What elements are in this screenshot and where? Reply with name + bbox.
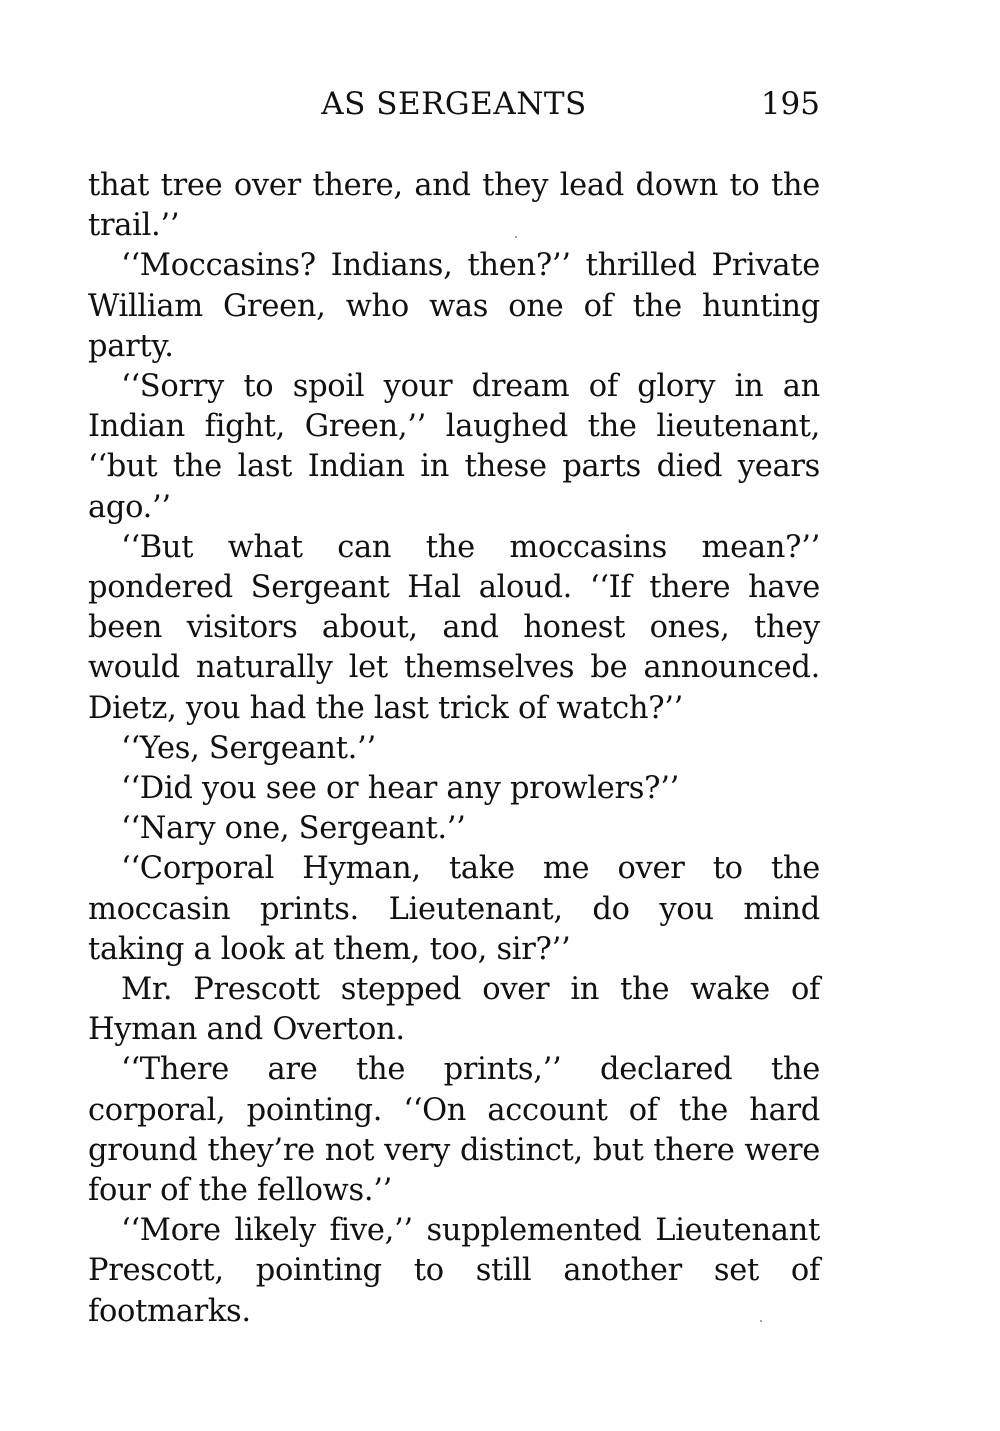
running-head-title: AS SERGEANTS bbox=[321, 86, 587, 122]
paragraph: ‘‘Sorry to spoil your dream of glory in an Indian fight, Green,’’ laughed the lieutenant, ‘‘but the last Indian in these parts died years ago.’’ bbox=[88, 369, 820, 525]
paragraph: ‘‘Moccasins? Indians, then?’’ thrilled Private William Green, who was one of the hunting party. bbox=[88, 248, 820, 364]
paragraph: Mr. Prescott stepped over in the wake of Hyman and Overton. bbox=[88, 972, 820, 1048]
paragraph: ‘‘But what can the moccasins mean?’’ pondered Sergeant Hal aloud. ‘‘If there have been visitors about, and honest ones, they would naturally let themselves be announced. Dietz, you had the last trick of watch?’’ bbox=[88, 529, 820, 726]
paragraph: ‘‘Did you see or hear any prowlers?’’ bbox=[121, 771, 679, 807]
paragraph: that tree over there, and they lead down to the trail.’’ bbox=[88, 168, 820, 244]
paragraph: ‘‘More likely five,’’ supplemented Lieutenant Prescott, pointing to still another set of footmarks. bbox=[88, 1213, 820, 1329]
scan-speck bbox=[515, 236, 517, 238]
paragraph: ‘‘Corporal Hyman, take me over to the moccasin prints. Lieutenant, do you mind taking a look at them, too, sir?’’ bbox=[88, 851, 820, 967]
body-text bbox=[88, 166, 820, 1332]
scan-speck bbox=[760, 1320, 762, 1322]
running-head bbox=[88, 84, 820, 124]
paragraph: ‘‘Yes, Sergeant.’’ bbox=[121, 730, 376, 766]
page-number: 195 bbox=[760, 86, 820, 122]
paragraph: ‘‘Nary one, Sergeant.’’ bbox=[121, 811, 466, 847]
paragraph: ‘‘There are the prints,’’ declared the corporal, pointing. ‘‘On account of the hard ground they’re not very distinct, but there were four of the fellows.’’ bbox=[88, 1052, 820, 1209]
